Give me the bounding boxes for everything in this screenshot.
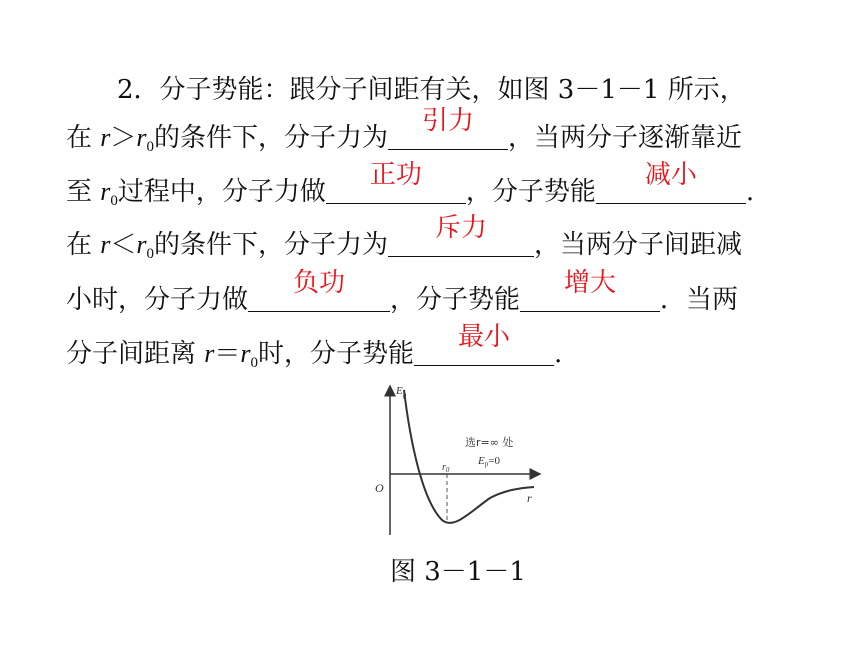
- equals: ＝: [214, 339, 241, 369]
- text-fragment: 在: [66, 230, 101, 260]
- text-line-6: [66, 322, 563, 383]
- origin-label: O: [375, 481, 384, 495]
- var-r: r: [100, 123, 111, 152]
- answer-3: 减小: [644, 160, 697, 190]
- var-r: r: [100, 230, 111, 259]
- less-than: ＜: [110, 230, 137, 260]
- text-fragment: 小时，分子力做: [66, 285, 249, 315]
- text-fragment: ，当两分子逐渐靠近: [508, 123, 743, 153]
- var-r0: r: [100, 177, 111, 206]
- text-fragment: ．当两: [660, 285, 739, 315]
- answer-1: 引力: [422, 106, 475, 136]
- text-line-5: [66, 268, 739, 320]
- line-1-text: 2．分子势能：跟分子间距有关，如图 3－1－1 所示，: [117, 75, 746, 105]
- text-fragment: 的条件下，分子力为: [154, 123, 389, 153]
- text-fragment: .: [745, 177, 755, 207]
- text-fragment: .: [554, 339, 563, 369]
- answer-4: 斥力: [435, 213, 488, 243]
- greater-than: ＞: [110, 123, 137, 153]
- blank-4[interactable]: [388, 213, 534, 257]
- x-axis-label: r: [527, 491, 532, 505]
- var-r0: r: [240, 339, 251, 368]
- subscript: 0: [146, 139, 155, 155]
- reference-note: 选r=∞ 处: [465, 436, 514, 449]
- var-r: r: [204, 339, 215, 368]
- text-fragment: ，分子势能: [465, 177, 596, 207]
- text-fragment: 在: [66, 123, 101, 153]
- text-fragment: 至: [66, 177, 101, 207]
- blank-5[interactable]: [248, 268, 390, 312]
- potential-curve: [404, 390, 534, 523]
- subscript: 0: [110, 193, 118, 209]
- text-fragment: 的条件下，分子力为: [154, 230, 389, 260]
- text-fragment: ，分子势能: [390, 285, 521, 315]
- blank-1[interactable]: [388, 106, 508, 150]
- var-r0: r: [136, 230, 147, 259]
- text-fragment: 时，分子势能: [258, 339, 415, 369]
- blank-2[interactable]: [326, 160, 466, 204]
- r0-label: $r_0$: [442, 462, 450, 474]
- ep-zero-note: Ep=0: [478, 455, 500, 468]
- subscript: 0: [250, 355, 259, 371]
- potential-energy-figure: [370, 380, 550, 542]
- answer-7: 最小: [458, 322, 511, 352]
- blank-7[interactable]: [414, 322, 554, 366]
- answer-2: 正功: [369, 160, 422, 190]
- var-r0: r: [136, 123, 147, 152]
- y-axis-label: $E_p$: [396, 385, 407, 399]
- answer-5: 负功: [293, 268, 346, 298]
- text-fragment: 分子间距离: [66, 339, 205, 369]
- text-fragment: ，当两分子间距减: [534, 230, 743, 260]
- blank-6[interactable]: [520, 268, 660, 312]
- figure-caption: 图 3－1－1: [390, 557, 526, 587]
- blank-3[interactable]: [596, 160, 746, 204]
- subscript: 0: [146, 246, 155, 262]
- text-fragment: 过程中，分子力做: [117, 177, 326, 207]
- answer-6: 增大: [564, 268, 617, 298]
